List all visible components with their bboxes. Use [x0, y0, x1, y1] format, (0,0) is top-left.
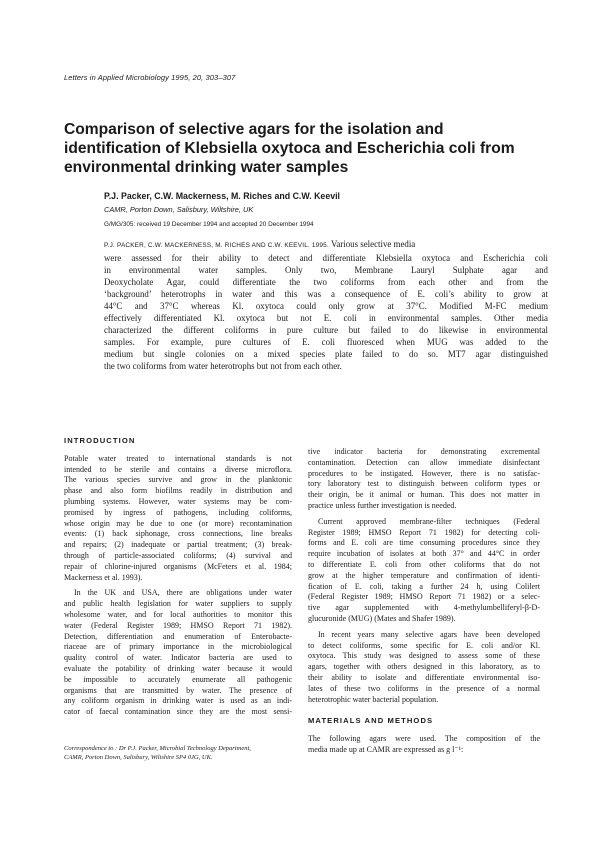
body-line: their ability to isolate and differentiate environmental iso- [308, 672, 540, 682]
body-line: wholesome water, and for local authorities to monitor this [64, 609, 292, 619]
affiliation: CAMR, Porton Down, Salisbury, Wiltshire, UK [104, 205, 254, 214]
body-line: heterotrophic water bacterial population. [308, 694, 439, 704]
section-heading-introduction: INTRODUCTION [64, 436, 136, 445]
body-line: contamination. Detection can allow immediate disinfectant [308, 457, 540, 467]
body-line: procedures to be instigated. However, there is no satisfac- [308, 468, 540, 478]
body-line: Current approved membrane-filter techniques (Federal [318, 516, 540, 526]
abstract-line: effectively differentiated Kl. oxytoca but not E. coli in environmental samples. Other media [104, 313, 548, 323]
body-line: riaceae are of primary importance in the microbiological [64, 642, 292, 652]
body-line: Detection, differentiation and enumeration of Enterobacte- [64, 631, 292, 641]
body-line: Mackerness et al. 1993). [64, 572, 143, 582]
body-line: quality control of water. Indicator bacteria are used to [64, 653, 292, 663]
title-line: environmental drinking water samples [64, 159, 349, 176]
body-line: any coliform organism in drinking water is used as an indi- [64, 696, 292, 706]
author-list: P.J. Packer, C.W. Mackerness, M. Riches and C.W. Keevil [104, 191, 340, 201]
title-line: Comparison of selective agars for the isolation and [64, 121, 444, 138]
footnote-line: Correspondence to : Dr P.J. Packer, Microbial Technology Department, [64, 745, 251, 752]
body-line: Potable water treated to international standards is not [64, 453, 292, 463]
abstract-lead: P.J. PACKER, C.W. MACKERNESS, M. RICHES AND C.W. KEEVIL. 1995. [104, 242, 329, 249]
abstract-line: in environmental water samples. Only two, Membrane Lauryl Sulphate agar and [104, 265, 548, 275]
right-column [308, 447, 540, 756]
abstract-line: Deoxycholate Agar, could differentiate the two coliforms from each other and from the [104, 277, 548, 287]
body-line: Register 1989; HMSO Report 71 1982) for detecting coli- [308, 527, 540, 537]
body-line: cator of faecal contamination since they are the most sensi- [64, 707, 292, 717]
body-line: and public health legislation for water suppliers to supply [64, 599, 292, 609]
abstract-line: samples. For example, pure cultures of E. coli fluoresced when MUG was added to the [104, 337, 548, 347]
received-date: G/MG/305: received 19 December 1994 and accepted 20 December 1994 [104, 221, 314, 228]
body-line: (Federal Register 1989; HMSO Report 71 1982) or a selec- [308, 592, 540, 602]
body-line: tive agar supplemented with 4-methylumbelliferyl-β-D- [308, 603, 540, 613]
body-line: events: (1) back siphonage, cross connections, line breaks [64, 529, 292, 539]
abstract-line: characterized the different coliforms in pure culture but failed to do likewise in environmental [104, 325, 548, 335]
body-line: require incubation of isolates at both 37° and 44°C in order [308, 549, 540, 559]
article-title [64, 120, 544, 177]
body-line: agars, together with others designed in this laboratory, as to [308, 662, 540, 672]
footnote-line: CAMR, Porton Down, Salisbury, Wiltshire SP4 0JG, UK. [64, 754, 213, 761]
abstract-line: were assessed for their ability to detect and differentiate Klebsiella oxytoca and Escherichia coli [104, 253, 548, 263]
body-line: to detect coliforms, some specific for E. coli and/or Kl. [308, 640, 540, 650]
abstract-line: ‘background’ heterotrophs in water and this was a consequence of E. coli’s ability to grow at [104, 289, 548, 299]
body-line: grow at the higher temperature and confirmation of identi- [308, 570, 540, 580]
body-line: The following agars were used. The composition of the [308, 734, 540, 744]
body-line: plumbing systems. However, water systems may be com- [64, 496, 292, 506]
body-line: media made up at CAMR are expressed as g l⁻¹: [308, 744, 464, 754]
body-line: organisms that are transmitted by water. The presence of [64, 685, 292, 695]
section-heading-materials-and-methods: MATERIALS AND METHODS [308, 716, 434, 726]
body-line: glucuronide (MUG) (Mates and Shafer 1989). [308, 613, 456, 623]
body-line: phase and also form biofilms readily in distribution and [64, 486, 292, 496]
body-line: forms and E. coli are time consuming procedures since they [308, 538, 540, 548]
correspondence-footnote [64, 744, 292, 762]
body-line: and repairs; (2) inadequate or partial treatment; (3) break- [64, 540, 292, 550]
title-line: identification of Klebsiella oxytoca and Escherichia coli from [64, 140, 515, 157]
abstract-line [104, 238, 548, 252]
body-line: repair of chlorine-injured organisms (McFeters et al. 1984; [64, 561, 292, 571]
abstract-line: medium but single colonies on a mixed species plate failed to do so. MT7 agar distinguished [104, 349, 548, 359]
body-line: lates of these two coliforms in the presence of a normal [308, 683, 540, 693]
abstract-lead-rest: Various selective media [328, 239, 416, 249]
body-line: water (Federal Register 1989; HMSO Report 71 1982). [64, 620, 292, 630]
body-line: intended to be sterile and contains a diverse microflora. [64, 464, 292, 474]
abstract [104, 238, 548, 372]
body-line: practice unless further investigation is needed. [308, 500, 457, 510]
body-line: whose origin may be due to one (or more) recontamination [64, 518, 292, 528]
journal-citation: Letters in Applied Microbiology 1995, 20, 303–307 [64, 73, 236, 82]
abstract-line: 44°C and 37°C whereas Kl. oxytoca could only grow at 37°C. Modified M-FC medium [104, 301, 548, 311]
abstract-line: the two coliforms from water heterotrophs but not from each other. [104, 361, 342, 371]
body-line: fication of E. coli, taking a further 24 h, using Colilert [308, 581, 540, 591]
body-line: through of particle-associated coliforms; (4) survival and [64, 550, 292, 560]
body-line: tive indicator bacteria for demonstrating excremental [308, 447, 540, 456]
body-line: evaluate the potability of drinking water because it would [64, 663, 292, 673]
body-line: In the UK and USA, there are obligations under water [74, 588, 292, 598]
paragraph-gap [308, 705, 540, 710]
body-line: In recent years many selective agars have been developed [318, 629, 540, 639]
left-column [64, 436, 292, 718]
body-line: to differentiate E. coli from other coliforms that do not [308, 559, 540, 569]
body-line: be impossible to accurately enumerate all pathogenic [64, 674, 292, 684]
body-line: promised by ingress of pathogens, including coliforms, [64, 507, 292, 517]
body-line: tory laboratory test to distinguish between coliform types or [308, 479, 540, 489]
body-line: oxytoca. This study was designed to assess some of these [308, 651, 540, 661]
body-line: their origin, be it animal or human. This does not matter in [308, 490, 540, 500]
body-line: The various species survive and grow in the planktonic [64, 475, 292, 485]
